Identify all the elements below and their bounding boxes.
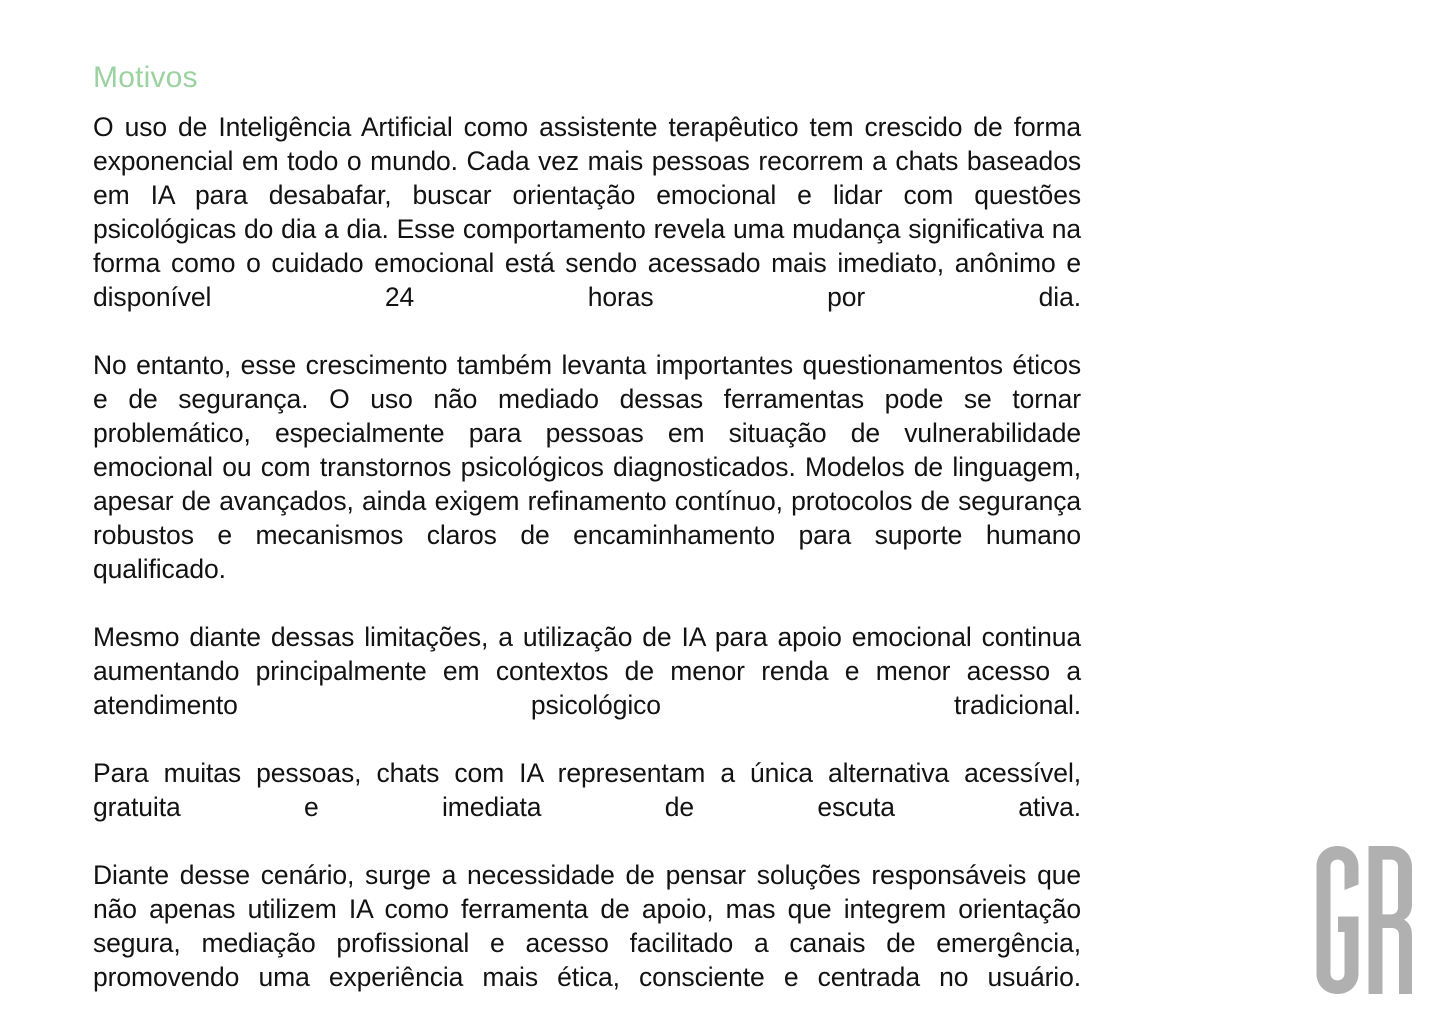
paragraph: O uso de Inteligência Artificial como assistente terapêutico tem crescido de forma exponencial em todo o mundo. Cada vez mais pessoas recorrem a chats baseados em IA para desabafar, buscar orientação emocional e lidar com questões psicológicas do dia a dia. Esse comportamento revela uma mudança significativa na forma como o cuidado emocional está sendo acessado mais imediato, anônimo e disponível 24 horas por dia. (93, 112, 1081, 312)
paragraph: Mesmo diante dessas limitações, a utilização de IA para apoio emocional continua aumentando principalmente em contextos de menor renda e menor acesso a atendimento psicológico tradicional. (93, 622, 1081, 720)
gr-logo-letter-g (1317, 846, 1359, 994)
body-text-column (93, 110, 1081, 1028)
gr-logo-letter-r (1369, 846, 1413, 994)
gr-logo-watermark (1316, 846, 1412, 994)
paragraph: Diante desse cenário, surge a necessidade de pensar soluções responsáveis que não apenas utilizem IA como ferramenta de apoio, mas que integrem orientação segura, mediação profissional e acesso facilitado a canais de emergência, promovendo uma experiência mais ética, consciente e centrada no usuário. (93, 860, 1081, 992)
page-title: Motivos (93, 61, 198, 95)
paragraph: Para muitas pessoas, chats com IA representam a única alternativa acessível, gratuita e imediata de escuta ativa. (93, 758, 1081, 822)
paragraph: No entanto, esse crescimento também levanta importantes questionamentos éticos e de segurança. O uso não mediado dessas ferramentas pode se tornar problemático, especialmente para pessoas em situação de vulnerabilidade emocional ou com transtornos psicológicos diagnosticados. Modelos de linguagem, apesar de avançados, ainda exigem refinamento contínuo, protocolos de segurança robustos e mecanismos claros de encaminhamento para suporte humano qualificado. (93, 350, 1081, 584)
